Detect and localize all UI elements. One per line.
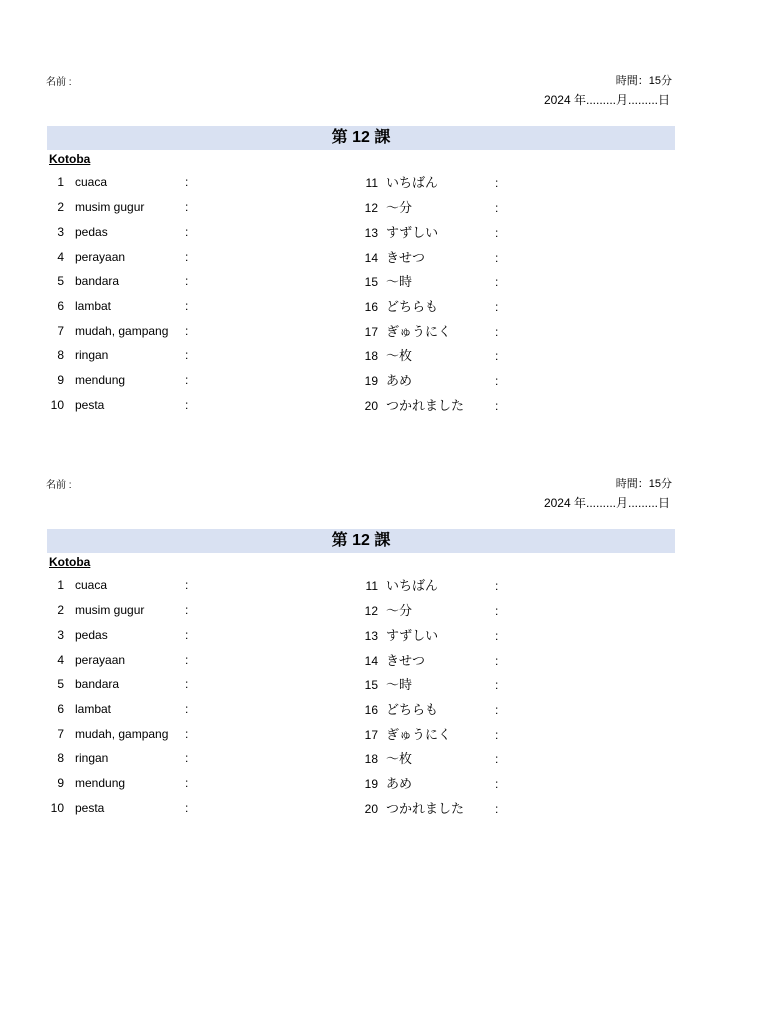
item-word: 〜枚: [386, 751, 413, 766]
name-label: 名前 :: [46, 480, 72, 491]
item-word: musim gugur: [75, 200, 145, 214]
item-number: 17: [364, 325, 378, 339]
item-colon: :: [495, 728, 499, 742]
item-number: 19: [364, 777, 378, 791]
item-colon: :: [185, 200, 189, 214]
item-word: lambat: [75, 299, 112, 313]
item-colon: :: [495, 654, 499, 668]
item-number: 20: [364, 802, 378, 816]
item-word: すずしい: [386, 225, 439, 240]
item-number: 2: [57, 200, 64, 214]
item-word: あめ: [386, 373, 413, 388]
item-word: いちばん: [386, 578, 439, 593]
item-colon: :: [495, 579, 499, 593]
item-number: 1: [57, 175, 64, 189]
item-word: pesta: [75, 801, 105, 815]
item-colon: :: [495, 678, 499, 692]
item-colon: :: [185, 677, 189, 691]
item-number: 4: [57, 653, 64, 667]
item-colon: :: [495, 777, 499, 791]
item-number: 13: [364, 226, 378, 240]
item-word: 〜枚: [386, 348, 413, 363]
item-word: ringan: [75, 348, 109, 362]
item-number: 6: [57, 299, 64, 313]
item-colon: :: [185, 175, 189, 189]
item-colon: :: [495, 374, 499, 388]
item-colon: :: [495, 226, 499, 240]
item-colon: :: [495, 201, 499, 215]
item-colon: :: [495, 349, 499, 363]
item-number: 5: [57, 274, 64, 288]
item-number: 20: [364, 399, 378, 413]
item-colon: :: [185, 727, 189, 741]
item-number: 8: [57, 348, 64, 362]
item-word: cuaca: [75, 175, 108, 189]
item-word: 〜時: [386, 677, 413, 692]
item-word: perayaan: [75, 250, 126, 264]
item-number: 10: [50, 398, 64, 412]
time-label: 時間：15分: [615, 478, 672, 490]
item-word: pesta: [75, 398, 105, 412]
item-word: あめ: [386, 776, 413, 791]
item-number: 5: [57, 677, 64, 691]
item-colon: :: [185, 299, 189, 313]
item-number: 10: [50, 801, 64, 815]
item-colon: :: [495, 300, 499, 314]
item-word: mudah, gampang: [75, 727, 169, 741]
item-word: ぎゅうにく: [386, 324, 452, 339]
item-word: musim gugur: [75, 603, 145, 617]
item-number: 11: [365, 176, 378, 190]
item-number: 17: [364, 728, 378, 742]
item-number: 6: [57, 702, 64, 716]
item-word: mudah, gampang: [75, 324, 169, 338]
item-number: 9: [57, 776, 64, 790]
item-number: 15: [364, 275, 378, 289]
item-number: 4: [57, 250, 64, 264]
item-colon: :: [185, 628, 189, 642]
item-word: lambat: [75, 702, 112, 716]
item-number: 1: [57, 578, 64, 592]
item-number: 7: [57, 324, 64, 338]
time-label: 時間：15分: [615, 75, 672, 87]
item-word: きせつ: [386, 250, 426, 265]
item-number: 7: [57, 727, 64, 741]
item-number: 12: [364, 201, 378, 215]
item-colon: :: [495, 802, 499, 816]
item-number: 12: [364, 604, 378, 618]
item-number: 19: [364, 374, 378, 388]
item-colon: :: [185, 702, 189, 716]
item-word: どちらも: [386, 299, 439, 314]
item-colon: :: [495, 752, 499, 766]
item-colon: :: [185, 578, 189, 592]
item-word: pedas: [75, 628, 108, 642]
date-label: 2024 年.........月.........日: [543, 93, 670, 107]
item-number: 14: [364, 251, 378, 265]
item-colon: :: [185, 324, 189, 338]
item-word: すずしい: [386, 628, 439, 643]
item-number: 14: [364, 654, 378, 668]
item-colon: :: [495, 275, 499, 289]
item-word: どちらも: [386, 702, 439, 717]
item-colon: :: [495, 629, 499, 643]
item-colon: :: [185, 776, 189, 790]
item-word: つかれました: [386, 398, 465, 413]
item-word: bandara: [75, 677, 120, 691]
section-label: Kotoba: [49, 152, 91, 166]
item-colon: :: [185, 225, 189, 239]
item-colon: :: [185, 801, 189, 815]
item-colon: :: [185, 653, 189, 667]
item-word: cuaca: [75, 578, 108, 592]
worksheet-2: [0, 403, 768, 816]
section-label: Kotoba: [49, 555, 91, 569]
item-word: ぎゅうにく: [386, 727, 452, 742]
item-word: きせつ: [386, 653, 426, 668]
item-colon: :: [185, 250, 189, 264]
item-colon: :: [495, 251, 499, 265]
item-colon: :: [495, 325, 499, 339]
item-number: 16: [364, 300, 378, 314]
item-number: 18: [364, 752, 378, 766]
item-colon: :: [185, 373, 189, 387]
item-number: 15: [364, 678, 378, 692]
item-colon: :: [495, 399, 499, 413]
item-colon: :: [495, 176, 499, 190]
item-word: mendung: [75, 776, 126, 790]
item-number: 13: [364, 629, 378, 643]
item-colon: :: [185, 274, 189, 288]
item-colon: :: [185, 603, 189, 617]
item-colon: :: [495, 604, 499, 618]
item-word: bandara: [75, 274, 120, 288]
item-word: pedas: [75, 225, 108, 239]
date-label: 2024 年.........月.........日: [543, 496, 670, 510]
item-number: 8: [57, 751, 64, 765]
item-word: 〜分: [386, 200, 413, 215]
item-word: いちばん: [386, 175, 439, 190]
item-colon: :: [185, 348, 189, 362]
item-number: 16: [364, 703, 378, 717]
item-number: 2: [57, 603, 64, 617]
item-word: perayaan: [75, 653, 126, 667]
lesson-title: 第 12 課: [47, 126, 675, 150]
name-label: 名前 :: [46, 77, 72, 88]
item-number: 9: [57, 373, 64, 387]
item-number: 11: [365, 579, 378, 593]
item-colon: :: [495, 703, 499, 717]
item-colon: :: [185, 751, 189, 765]
item-word: mendung: [75, 373, 126, 387]
item-word: つかれました: [386, 801, 465, 816]
item-word: 〜時: [386, 274, 413, 289]
worksheet-1: [0, 0, 768, 413]
item-word: 〜分: [386, 603, 413, 618]
item-number: 3: [57, 225, 64, 239]
item-number: 3: [57, 628, 64, 642]
item-number: 18: [364, 349, 378, 363]
item-colon: :: [185, 398, 189, 412]
item-word: ringan: [75, 751, 109, 765]
lesson-title: 第 12 課: [47, 529, 675, 553]
